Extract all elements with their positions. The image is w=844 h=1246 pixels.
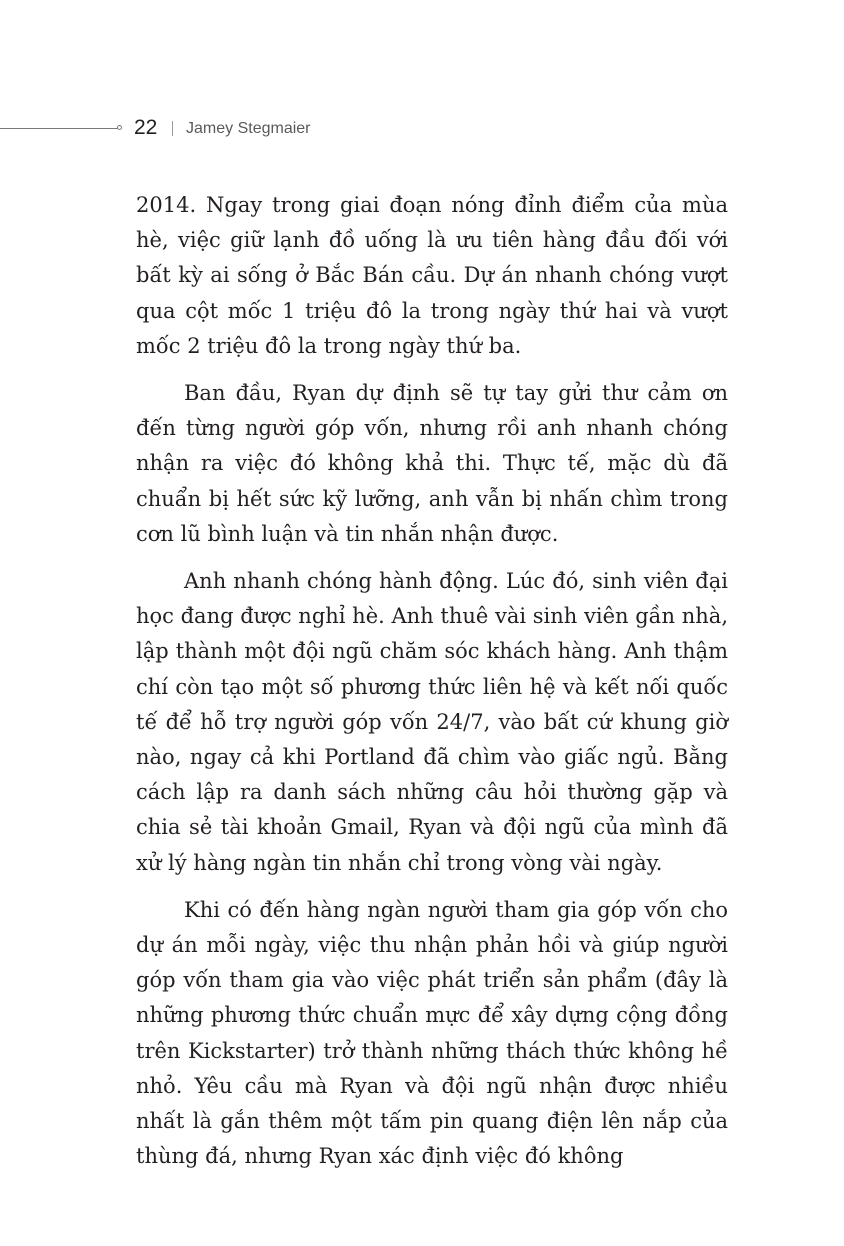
body-text [136, 188, 728, 1186]
running-header [0, 112, 844, 148]
header-separator [172, 121, 173, 136]
paragraph: Anh nhanh chóng hành động. Lúc đó, sinh viên đại học đang được nghỉ hè. Anh thuê vài sinh viên gần nhà, lập thành một đội ngũ chăm sóc khách hàng. Anh thậm chí còn tạo một số phương thức liên hệ và kết nối quốc tế để hỗ trợ người góp vốn 24/7, vào bất cứ khung giờ nào, ngay cả khi Portland đã chìm vào giấc ngủ. Bằng cách lập ra danh sách những câu hỏi thường gặp và chia sẻ tài khoản Gmail, Ryan và đội ngũ của mình đã xử lý hàng ngàn tin nhắn chỉ trong vòng vài ngày. [136, 569, 728, 875]
paragraph: Ban đầu, Ryan dự định sẽ tự tay gửi thư cảm ơn đến từng người góp vốn, nhưng rồi anh nhanh chóng nhận ra việc đó không khả thi. Thực tế, mặc dù đã chuẩn bị hết sức kỹ lưỡng, anh vẫn bị nhấn chìm trong cơn lũ bình luận và tin nhắn nhận được. [136, 381, 728, 546]
author-name: Jamey Stegmaier [186, 120, 311, 137]
header-rule-end-dot [117, 125, 122, 130]
paragraph: 2014. Ngay trong giai đoạn nóng đỉnh điểm của mùa hè, việc giữ lạnh đồ uống là ưu tiên hàng đầu đối với bất kỳ ai sống ở Bắc Bán cầu. Dự án nhanh chóng vượt qua cột mốc 1 triệu đô la trong ngày thứ hai và vượt mốc 2 triệu đô la trong ngày thứ ba. [136, 193, 728, 358]
page-number: 22 [134, 116, 158, 139]
paragraph: Khi có đến hàng ngàn người tham gia góp vốn cho dự án mỗi ngày, việc thu nhận phản hồi và giúp người góp vốn tham gia vào việc phát triển sản phẩm (đây là những phương thức chuẩn mực để xây dựng cộng đồng trên Kickstarter) trở thành những thách thức không hề nhỏ. Yêu cầu mà Ryan và đội ngũ nhận được nhiều nhất là gắn thêm một tấm pin quang điện lên nắp của thùng đá, nhưng Ryan xác định việc đó không [136, 897, 728, 1169]
header-rule [0, 128, 118, 129]
